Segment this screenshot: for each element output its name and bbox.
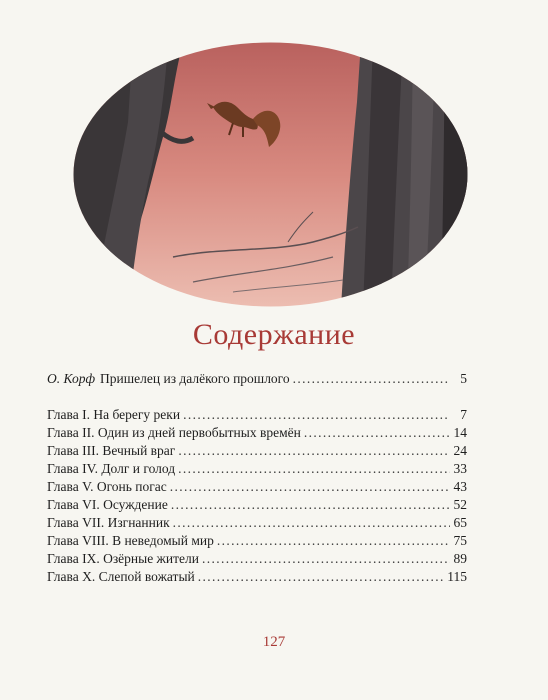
- leader-dots: [304, 426, 450, 440]
- toc-entry-title: Глава I. На берегу реки: [47, 407, 181, 422]
- toc-entry[interactable]: [47, 570, 467, 588]
- leader-dots: [171, 498, 450, 512]
- leader-dots: [173, 516, 450, 530]
- toc-entry-author: О. Корф: [47, 371, 96, 386]
- page-number: 127: [262, 634, 286, 650]
- toc-entry-page: 5: [460, 371, 467, 386]
- leader-dots: [198, 570, 445, 584]
- toc-entry-page: 24: [453, 443, 467, 458]
- squirrel-forest-illustration: [73, 42, 468, 307]
- leader-dots: [217, 534, 450, 548]
- toc-entry-title: Глава VII. Изгнанник: [47, 515, 170, 530]
- toc-entry-page: 43: [453, 479, 467, 494]
- toc-entry-page: 115: [447, 569, 467, 584]
- leader-dots: [293, 372, 450, 386]
- toc-entry[interactable]: [47, 498, 467, 516]
- page-title: Содержание: [192, 318, 356, 351]
- toc-entry-title: Глава IX. Озёрные жители: [47, 551, 199, 566]
- toc-entry-page: 33: [453, 461, 467, 476]
- toc-entry[interactable]: [47, 516, 467, 534]
- toc-entry-title: Глава VI. Осуждение: [47, 497, 168, 512]
- toc-entry[interactable]: [47, 534, 467, 552]
- toc-entry-page: 14: [453, 425, 467, 440]
- leader-dots: [183, 408, 450, 422]
- chapter-illustration: [73, 42, 468, 307]
- toc-entry-intro[interactable]: [47, 372, 467, 390]
- toc-entry-page: 7: [460, 407, 467, 422]
- toc-entry[interactable]: [47, 426, 467, 444]
- toc-entry[interactable]: [47, 462, 467, 480]
- toc-entry-page: 52: [453, 497, 467, 512]
- toc-entry-title: Глава V. Огонь погас: [47, 479, 167, 494]
- toc-entry-title: Глава X. Слепой вожатый: [47, 569, 195, 584]
- leader-dots: [178, 462, 450, 476]
- leader-dots: [202, 552, 450, 566]
- toc-entry[interactable]: [47, 552, 467, 570]
- toc-entry-title: Пришелец из далёкого прошлого: [100, 371, 290, 386]
- toc-entry-page: 65: [453, 515, 467, 530]
- toc-entry-page: 89: [453, 551, 467, 566]
- toc-entry-title: Глава II. Один из дней первобытных времён: [47, 425, 301, 440]
- toc-entry[interactable]: [47, 444, 467, 462]
- toc-entry[interactable]: [47, 480, 467, 498]
- toc-entry[interactable]: [47, 408, 467, 426]
- leader-dots: [170, 480, 450, 494]
- leader-dots: [178, 444, 450, 458]
- toc-entry-title: Глава VIII. В неведомый мир: [47, 533, 214, 548]
- toc-entry-title: Глава IV. Долг и голод: [47, 461, 176, 476]
- toc-entry-title: Глава III. Вечный враг: [47, 443, 176, 458]
- toc-entry-page: 75: [453, 533, 467, 548]
